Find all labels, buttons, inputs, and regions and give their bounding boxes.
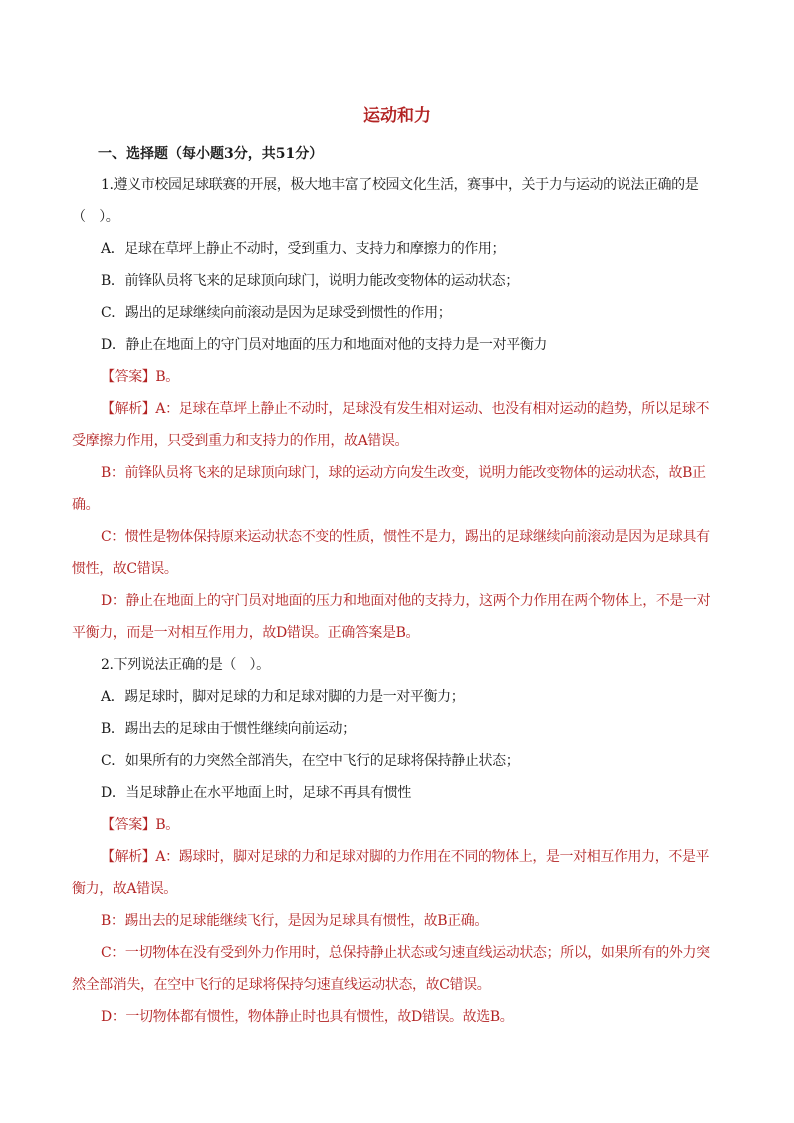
q1-stem-line2: （ ）。 bbox=[72, 209, 120, 225]
q2-answer: 【答案】B。 bbox=[101, 817, 179, 833]
q2-stem: 2.下列说法正确的是（ ）。 bbox=[101, 657, 270, 673]
q1-explanation-line4: 确。 bbox=[72, 497, 100, 513]
q2-explanation-line4: C：一切物体在没有受到外力作用时，总保持静止状态或匀速直线运动状态；所以，如果所有的外力突 bbox=[101, 945, 710, 961]
q2-explanation-label: 【解析】 bbox=[101, 849, 156, 865]
q1-explanation-label: 【解析】 bbox=[101, 401, 156, 417]
q1-explanation-line6: 惯性，故C错误。 bbox=[72, 561, 178, 577]
q1-explanation-line8: 平衡力，而是一对相互作用力，故D错误。正确答案是B。 bbox=[72, 625, 420, 641]
q1-explanation-line5: C：惯性是物体保持原来运动状态不变的性质，惯性不是力，踢出的足球继续向前滚动是因为足球具有 bbox=[101, 529, 710, 545]
q2-explanation-line6: D：一切物体都有惯性，物体静止时也具有惯性，故D错误。故选B。 bbox=[101, 1009, 514, 1025]
q2-explanation-line1: 【解析】A：踢球时，脚对足球的力和足球对脚的力作用在不同的物体上，是一对相互作用力，不是平 bbox=[101, 849, 710, 865]
q1-explanation-line7: D：静止在地面上的守门员对地面的压力和地面对他的支持力，这两个力作用在两个物体上，不是一对 bbox=[101, 593, 711, 609]
q1-explanation-line1: 【解析】A：足球在草坪上静止不动时，足球没有发生相对运动、也没有相对运动的趋势，所以足球不 bbox=[101, 401, 710, 417]
q2-option-d: D．当足球静止在水平地面上时，足球不再具有惯性 bbox=[101, 785, 412, 801]
q2-explanation-line2: 衡力，故A错误。 bbox=[72, 881, 177, 897]
page-title: 运动和力 bbox=[363, 106, 431, 126]
q2-option-a: A．踢足球时，脚对足球的力和足球对脚的力是一对平衡力； bbox=[101, 689, 465, 705]
q1-explanation-line2: 受摩擦力作用，只受到重力和支持力的作用，故A错误。 bbox=[72, 433, 409, 449]
q1-explanation-line3: B：前锋队员将飞来的足球顶向球门，球的运动方向发生改变，说明力能改变物体的运动状态，故B正 bbox=[101, 465, 706, 481]
q2-option-b: B．踢出去的足球由于惯性继续向前运动； bbox=[101, 721, 356, 737]
q2-explanation-line5: 然全部消失，在空中飞行的足球将保持匀速直线运动状态，故C错误。 bbox=[72, 977, 491, 993]
q2-option-c: C．如果所有的力突然全部消失，在空中飞行的足球将保持静止状态； bbox=[101, 753, 520, 769]
q1-option-a: A．足球在草坪上静止不动时，受到重力、支持力和摩擦力的作用； bbox=[101, 241, 506, 257]
q1-option-b: B．前锋队员将飞来的足球顶向球门，说明力能改变物体的运动状态； bbox=[101, 273, 519, 289]
q1-option-d: D．静止在地面上的守门员对地面的压力和地面对他的支持力是一对平衡力 bbox=[101, 337, 548, 353]
q1-option-c: C．踢出的足球继续向前滚动是因为足球受到惯性的作用； bbox=[101, 305, 452, 321]
section-heading: 一、选择题（每小题3分，共51分） bbox=[98, 146, 324, 162]
q1-stem-line1: 1.遵义市校园足球联赛的开展，极大地丰富了校园文化生活，赛事中，关于力与运动的说法正确的是 bbox=[101, 177, 699, 193]
q2-explanation-line3: B：踢出去的足球能继续飞行，是因为足球具有惯性，故B正确。 bbox=[101, 913, 488, 929]
q1-answer: 【答案】B。 bbox=[101, 369, 179, 385]
document-body bbox=[72, 174, 724, 1038]
